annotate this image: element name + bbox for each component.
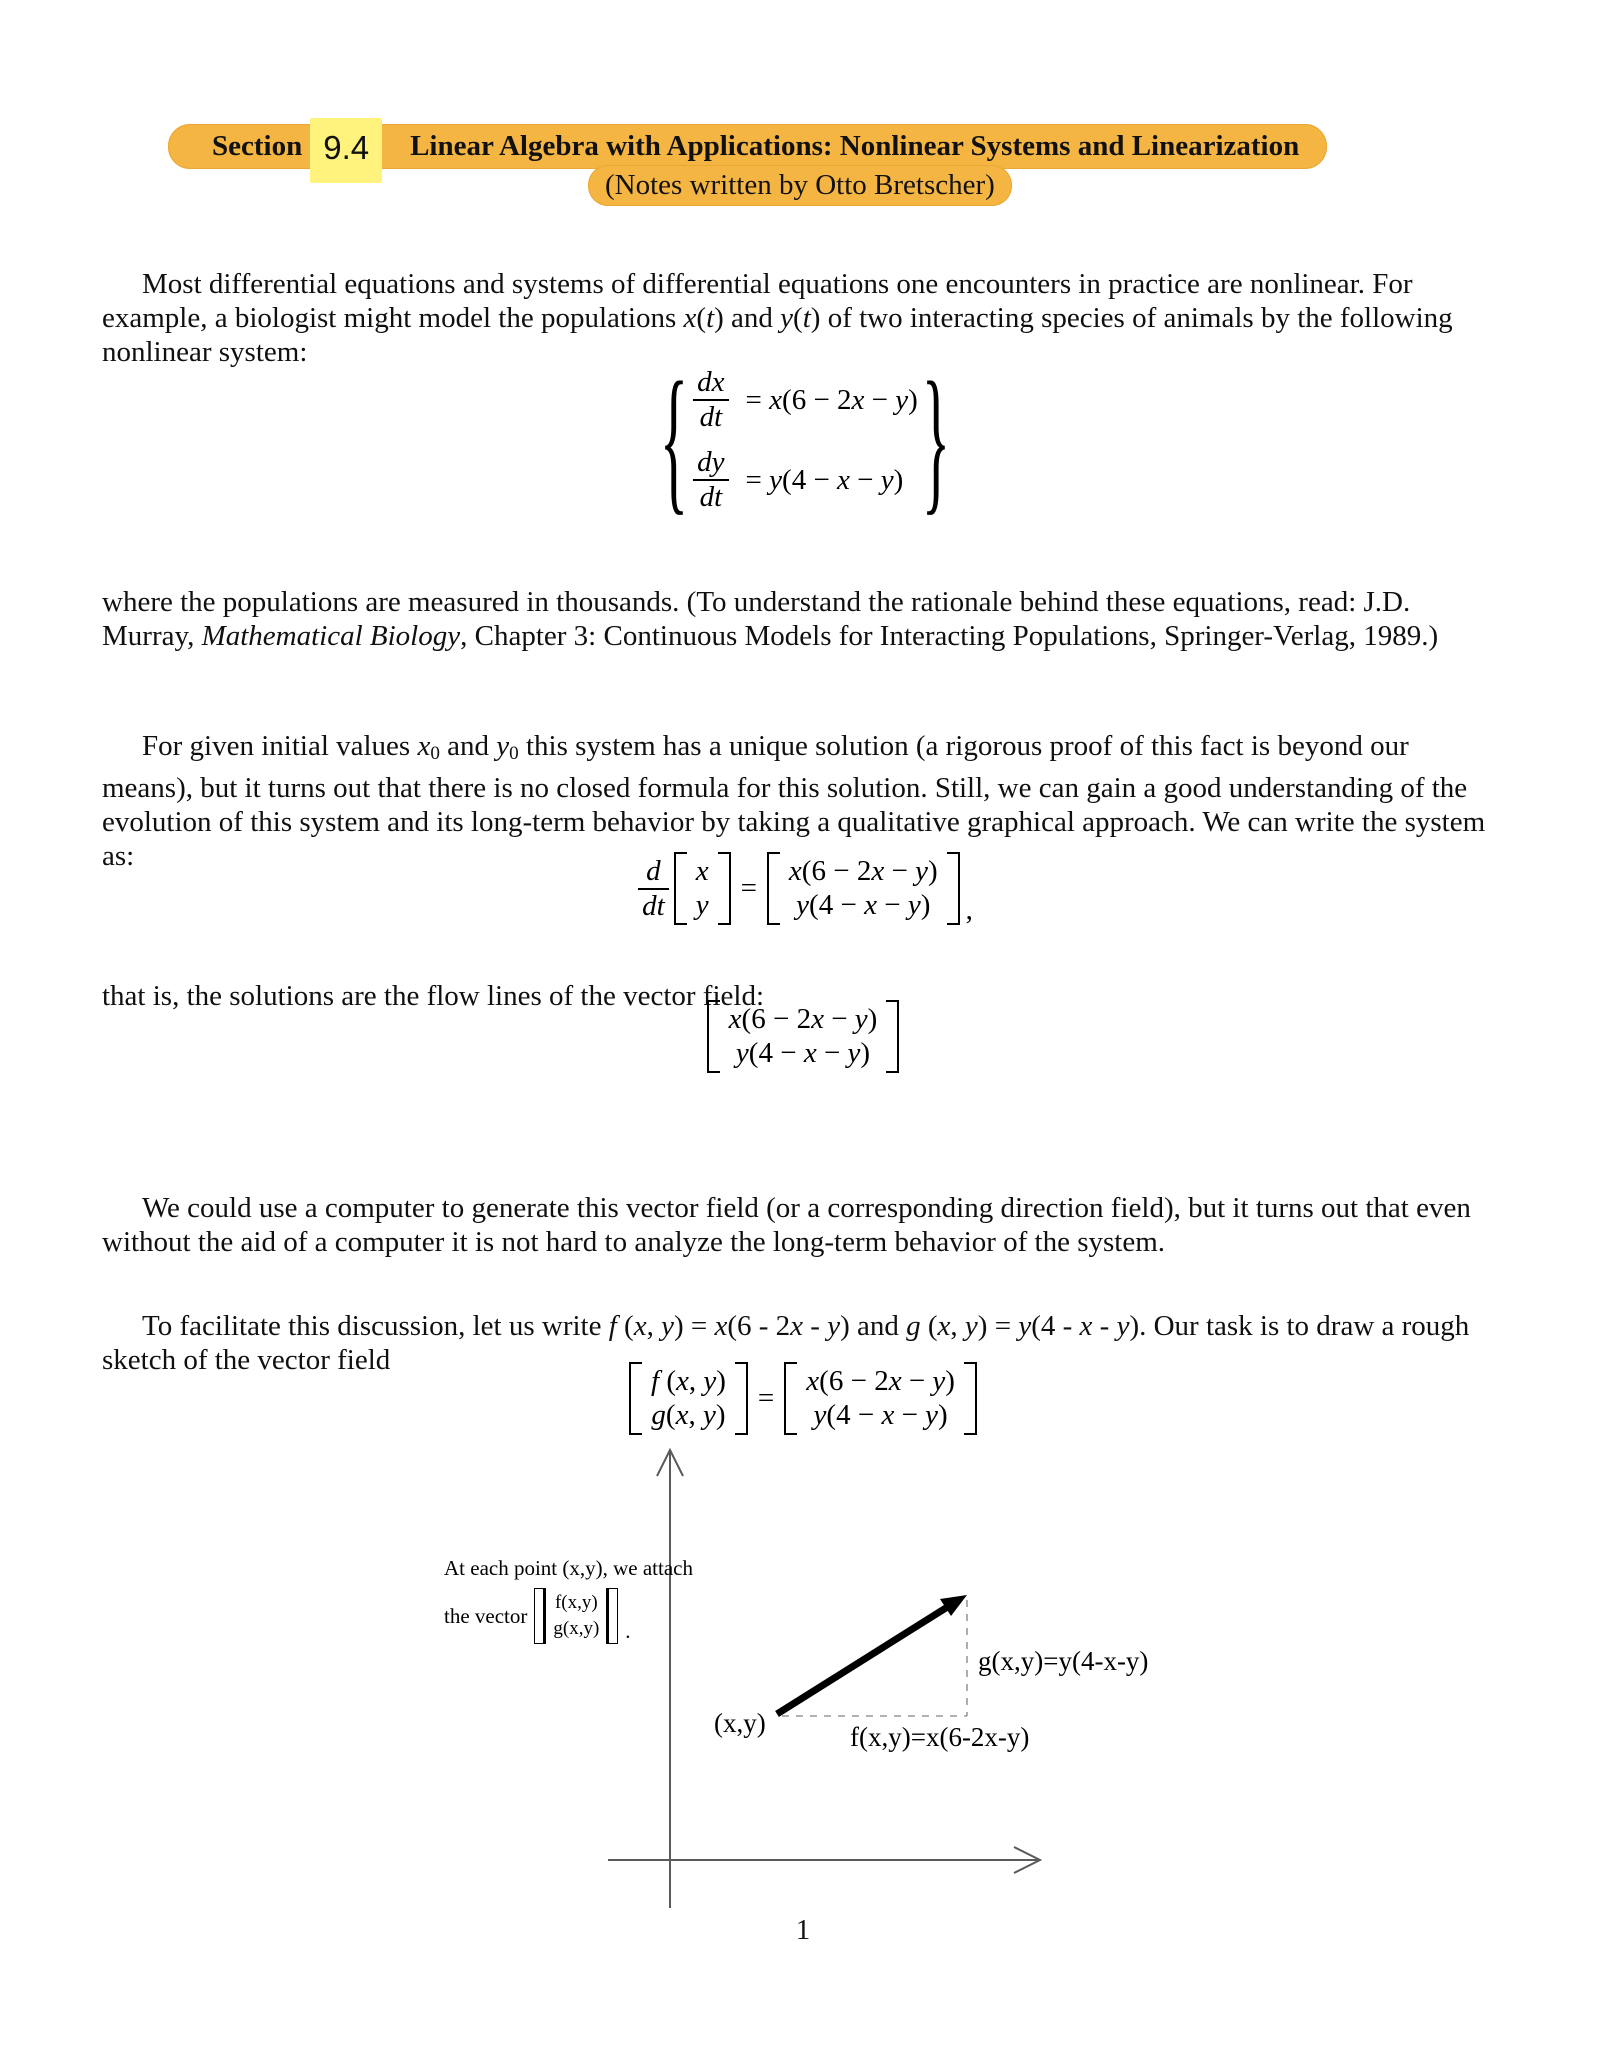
page-title: Linear Algebra with Applications: Nonlinear Systems and Linearization [410, 130, 1300, 162]
section-number: 9.4 [310, 118, 382, 183]
right-bracket [606, 1588, 618, 1644]
figure-annotation-line1: At each point (x,y), we attach [444, 1556, 693, 1580]
left-bracket [784, 1362, 797, 1435]
subtitle-highlight [588, 165, 1012, 206]
fraction-dy-dt: $\frac{dy}{dt}$ [688, 446, 733, 514]
f-component-label: f(x,y)=x(6-2x-y) [850, 1722, 1030, 1752]
section-label: Section [212, 130, 303, 162]
point-label: (x,y) [714, 1708, 766, 1738]
right-bracket [735, 1362, 748, 1435]
paragraph-initial-values: For given initial values x0 and y0 this system has a unique solution (a rigorous proof of this fact is beyond our means), but it turns out that there is no closed formula for this solution. Still, we can gain a good understanding of the evolution of this system and its long-term behavior by taking a qualitative graphical approach. We can write the system as: [102, 730, 1486, 872]
right-bracket [947, 852, 960, 925]
vector-field-figure [540, 1428, 1180, 1928]
figure-annotation [444, 1556, 744, 1644]
column-vector-xy: x y [674, 852, 731, 925]
vector-arrow [777, 1606, 949, 1714]
right-bracket [964, 1362, 977, 1435]
page-number: 1 [795, 1914, 811, 1946]
equation-matrix-form [102, 852, 1504, 925]
left-bracket [674, 852, 687, 925]
column-vector-field: x(6 − 2x − y) y(4 − x − y) [767, 852, 960, 925]
subtitle: (Notes written by Otto Bretscher) [605, 169, 995, 201]
section-title-highlight [168, 124, 1327, 169]
left-brace: { [659, 347, 689, 530]
equals-sign: = [740, 872, 757, 904]
equation-row-dy: $\frac{dy}{dt}$ = y(4 − x − y) [688, 446, 918, 514]
paragraph-intro: Most differential equations and systems of differential equations one encounters in practice are nonlinear. For example, a biologist might model the populations x(t) and y(t) of two interacting species of animals by the following nonlinear system: [102, 268, 1453, 368]
equation-row-dx: $\frac{dx}{dt}$ = x(6 − 2x − y) [688, 366, 918, 434]
left-bracket [767, 852, 780, 925]
left-bracket [629, 1362, 642, 1435]
left-bracket [707, 1000, 720, 1073]
right-bracket [886, 1000, 899, 1073]
equation-nonlinear-system [102, 347, 1504, 530]
right-brace: } [921, 347, 950, 530]
figure-annotation-prefix: the vector [444, 1603, 528, 1628]
left-bracket [534, 1588, 546, 1644]
figure-annotation-line2 [444, 1588, 744, 1644]
right-bracket [718, 852, 731, 925]
equation-fg-definition: f (x, y) g(x, y) = x(6 − 2x − y) y(4 − x − y) [102, 1362, 1504, 1435]
paragraph-flow-lines: that is, the solutions are the flow lines of the vector field: [102, 980, 765, 1012]
equation-vector-field: x(6 − 2x − y) y(4 − x − y) [102, 1000, 1504, 1073]
paragraph-populations: where the populations are measured in thousands. (To understand the rationale behind these equations, read: J.D. Murray, Mathematical Biology, Chapter 3: Continuous Models for Interacting Populations, Springer-Verlag, 1989.) [102, 586, 1439, 652]
figure-annotation-period: . [625, 1619, 631, 1643]
g-component-label: g(x,y)=y(4-x-y) [978, 1646, 1149, 1676]
figure-annotation-vector: f(x,y) g(x,y) [534, 1588, 618, 1644]
fraction-dx-dt: $\frac{dx}{dt}$ [688, 366, 733, 434]
trailing-comma: , [965, 894, 973, 926]
equals-sign: = [757, 1382, 775, 1414]
paragraph-computer: We could use a computer to generate this vector field (or a corresponding direction field), but it turns out that even without the aid of a computer it is not hard to analyze the long-term behavior of the system. [102, 1192, 1471, 1258]
paragraph-facilitate: To facilitate this discussion, let us write f (x, y) = x(6 - 2x - y) and g (x, y) = y(4 - x - y). Our task is to draw a rough sketch of the vector field [102, 1310, 1470, 1376]
fraction-d-dt: $\frac{d}{dt}$ [633, 855, 674, 923]
